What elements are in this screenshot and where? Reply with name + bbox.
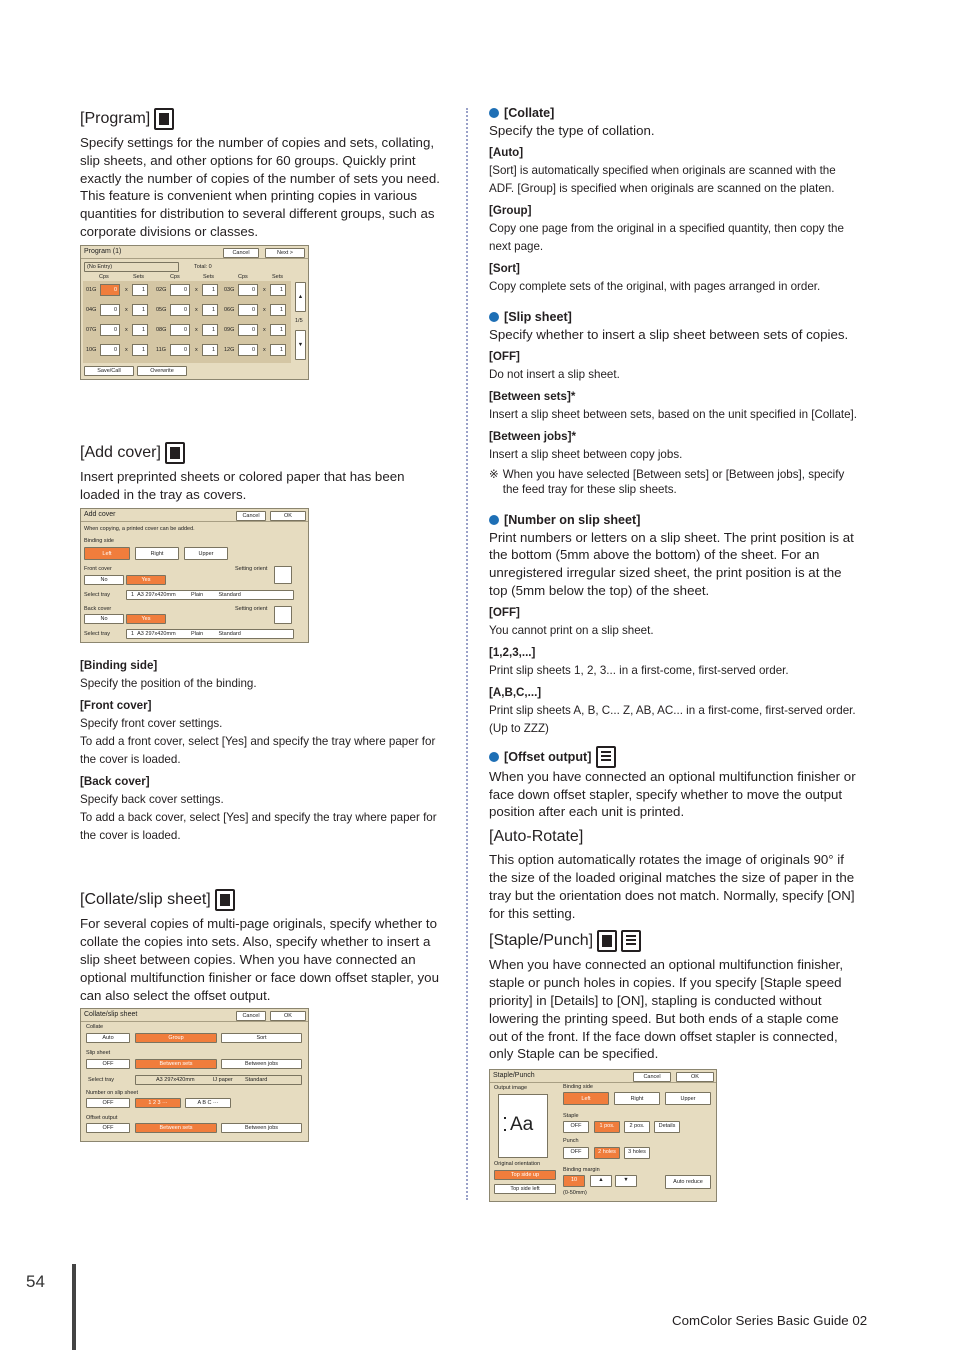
punch-2holes-button[interactable]: 2 holes	[594, 1147, 620, 1159]
times-label: x	[263, 326, 266, 333]
guide-title: ComColor Series Basic Guide 02	[672, 1313, 868, 1328]
entry-name-field[interactable]: (No Entry)	[84, 262, 179, 272]
offset-output-title: [Offset output]	[504, 749, 592, 764]
copies-input[interactable]: 0	[100, 344, 120, 356]
ok-button[interactable]: OK	[676, 1072, 714, 1082]
copies-input[interactable]: 0	[238, 344, 258, 356]
cps-header: Cps	[238, 273, 248, 280]
slip-sheet-heading	[489, 308, 859, 326]
sets-header: Sets	[133, 273, 145, 280]
finisher-option-icon	[621, 930, 641, 952]
item-text: To add a front cover, select [Yes] and specify the tray where paper for the cover is loaded.	[80, 735, 436, 767]
total-label: Total: 0	[194, 263, 212, 270]
collate-label: Collate	[86, 1024, 104, 1031]
number-123-button[interactable]: 1 2 3 ···	[135, 1098, 181, 1108]
collate-slip-description: For several copies of multi-page originals, specify whether to collate the copies into sets. Also, specify whether to insert a slip sheet between copies. When you have connected an optional multifunction finisher or face down offset stapler, you can also select the offset output.	[80, 916, 439, 1003]
sets-input[interactable]: 1	[202, 304, 218, 316]
cancel-button[interactable]: Cancel	[236, 511, 266, 521]
number-slip-description: Print numbers or letters on a slip sheet. The print position is at the bottom (5mm above the bottom) of the sheet. For an unregistered irregular sized sheet, the print position is at the top (5mm below the top) of the sheet.	[489, 529, 854, 598]
item-text: Specify front cover settings.	[80, 717, 223, 731]
program-heading	[80, 108, 448, 130]
item-text: Specify the position of the binding.	[80, 677, 257, 691]
output-image-preview	[498, 1094, 548, 1158]
orient-icon[interactable]	[274, 566, 292, 584]
scroll-down-button[interactable]: ▼	[295, 330, 306, 360]
staple-2pos-button[interactable]: 2 pos.	[624, 1121, 650, 1133]
back-tray-select[interactable]	[126, 629, 294, 639]
item-text: Insert a slip sheet between copy jobs.	[489, 447, 683, 461]
slip-off-button[interactable]: OFF	[86, 1059, 130, 1069]
collate-title: [Collate]	[504, 106, 555, 120]
number-slip-title: [Number on slip sheet]	[504, 512, 641, 527]
offset-off-button[interactable]: OFF	[86, 1123, 130, 1133]
top-side-up-button[interactable]: Top side up	[494, 1170, 556, 1180]
times-label: x	[125, 326, 128, 333]
collate-group-button[interactable]: Group	[135, 1033, 217, 1043]
times-label: x	[125, 286, 128, 293]
copies-input[interactable]: 0	[170, 284, 190, 296]
original-orientation-label: Original orientation	[494, 1161, 541, 1168]
staple-mark	[504, 1117, 506, 1119]
front-tray-select[interactable]	[126, 590, 294, 600]
copies-input[interactable]: 0	[170, 344, 190, 356]
binding-right-button[interactable]: Right	[614, 1092, 660, 1105]
item-text: Copy complete sets of the original, with pages arranged in order.	[489, 279, 821, 293]
next-button[interactable]: Next >	[265, 248, 305, 258]
select-tray-label: Select tray	[88, 1077, 114, 1084]
sets-input[interactable]: 1	[202, 344, 218, 356]
tray-paper: Plain	[190, 592, 204, 599]
slip-sheet-note	[489, 467, 859, 497]
binding-margin-label: Binding margin	[563, 1167, 600, 1174]
item-text: Do not insert a slip sheet.	[489, 367, 620, 381]
tray-number: 1	[131, 592, 135, 599]
overwrite-button[interactable]: Overwrite	[137, 366, 187, 376]
item-text: To add a back cover, select [Yes] and specify the tray where paper for the cover is loaded.	[80, 811, 437, 843]
copies-input[interactable]: 0	[170, 304, 190, 316]
collate-slip-screen	[80, 1008, 309, 1142]
item-label: [Group]	[489, 203, 532, 217]
orient-icon[interactable]	[274, 606, 292, 624]
item-label: [Between sets]*	[489, 389, 576, 403]
select-tray-label: Select tray	[84, 592, 110, 599]
copy-mode-icon	[154, 108, 174, 130]
bullet-icon	[489, 108, 499, 118]
auto-rotate-heading	[489, 827, 859, 847]
tray-type: Standard	[218, 592, 241, 599]
group-label: 11G	[156, 346, 166, 353]
auto-rotate-description: This option automatically rotates the image of originals 90° if the size of the loaded original matches the size of paper in the tray but the orientation does not match. Normally, specify [ON] for this setting.	[489, 852, 855, 921]
binding-side-label: Binding side	[563, 1084, 593, 1091]
finisher-option-icon	[596, 746, 616, 768]
binding-left-button[interactable]: Left	[84, 547, 130, 560]
cps-header: Cps	[99, 273, 109, 280]
staple-punch-title: [Staple/Punch]	[489, 932, 594, 950]
group-label: 01G	[86, 286, 97, 293]
scroll-up-button[interactable]: ▲	[295, 282, 306, 312]
sets-input[interactable]: 1	[270, 284, 286, 296]
group-label: 02G	[156, 286, 167, 293]
binding-left-button[interactable]: Left	[563, 1092, 609, 1105]
group-label: 05G	[156, 306, 167, 313]
back-cover-no-button[interactable]: No	[84, 614, 124, 624]
item-text: [Sort] is automatically specified when originals are scanned with the ADF. [Group] is specified when originals are scanned on the platen.	[489, 163, 836, 195]
tray-paper: Plain	[190, 631, 204, 638]
group-label: 04G	[86, 306, 97, 313]
front-cover-yes-button[interactable]: Yes	[126, 575, 166, 585]
binding-upper-button[interactable]: Upper	[184, 547, 228, 560]
number-slip-heading	[489, 511, 859, 529]
copies-input[interactable]: 0	[100, 324, 120, 336]
item-text: Insert a slip sheet between sets, based on the unit specified in [Collate].	[489, 407, 857, 421]
staple-mark	[504, 1129, 506, 1131]
item-label: [Back cover]	[80, 775, 150, 789]
item-label: [OFF]	[489, 349, 520, 363]
times-label: x	[125, 346, 128, 353]
times-label: x	[195, 346, 198, 353]
collate-slip-heading	[80, 889, 448, 911]
item-label: [Between jobs]*	[489, 429, 576, 443]
item-text: Print slip sheets 1, 2, 3... in a first-come, first-served order.	[489, 663, 789, 677]
right-column	[489, 104, 859, 1202]
bullet-icon	[489, 312, 499, 322]
save-call-button[interactable]: Save/Call	[84, 366, 134, 376]
staple-label: Staple	[563, 1113, 579, 1120]
note-mark: ※	[489, 467, 499, 481]
select-tray-label: Select tray	[84, 631, 110, 638]
item-text: Print slip sheets A, B, C... Z, AB, AC... in a first-come, first-served order. (Up to ZZZ)	[489, 703, 856, 735]
binding-upper-button[interactable]: Upper	[665, 1092, 711, 1105]
staple-1pos-button[interactable]: 1 pos.	[594, 1121, 620, 1133]
binding-side-label: Binding side	[84, 538, 114, 545]
item-label: [OFF]	[489, 605, 520, 619]
staple-punch-heading	[489, 930, 859, 952]
copy-mode-icon	[215, 889, 235, 911]
program-title: [Program]	[80, 110, 151, 127]
slip-sheet-title: [Slip sheet]	[504, 309, 572, 324]
auto-reduce-button[interactable]: Auto reduce	[665, 1175, 711, 1189]
sets-input[interactable]: 1	[132, 344, 148, 356]
front-cover-label: Front cover	[84, 566, 112, 573]
copies-input[interactable]: 0	[100, 304, 120, 316]
copies-input[interactable]: 0	[100, 284, 120, 296]
times-label: x	[263, 286, 266, 293]
margin-up-button[interactable]: ▲	[590, 1175, 612, 1187]
sets-input[interactable]: 1	[202, 324, 218, 336]
times-label: x	[263, 306, 266, 313]
left-column	[80, 108, 448, 1142]
binding-right-button[interactable]: Right	[135, 547, 179, 560]
sets-header: Sets	[203, 273, 215, 280]
setting-orient-label: Setting orient	[235, 566, 268, 573]
group-label: 06G	[224, 306, 235, 313]
bullet-icon	[489, 752, 499, 762]
tray-size: A3 297x420mm	[137, 631, 176, 638]
ok-button[interactable]: OK	[270, 1011, 306, 1021]
group-label: 12G	[224, 346, 235, 353]
top-side-left-button[interactable]: Top side left	[494, 1184, 556, 1194]
item-label: [Auto]	[489, 145, 524, 159]
copies-input[interactable]: 0	[238, 304, 258, 316]
add-cover-items	[80, 657, 448, 845]
offset-between-sets-button[interactable]: Between sets	[135, 1123, 217, 1133]
tray-number: 1	[131, 631, 135, 638]
add-cover-description: Insert preprinted sheets or colored paper that has been loaded in the tray as covers.	[80, 468, 405, 502]
screen-title: Add cover	[84, 511, 116, 519]
offset-output-description: When you have connected an optional multifunction finisher or face down offset stapler, specify whether to move the output position after each unit is printed.	[489, 768, 856, 820]
bullet-icon	[489, 515, 499, 525]
copy-mode-icon	[597, 930, 617, 952]
times-label: x	[195, 286, 198, 293]
collate-auto-button[interactable]: Auto	[86, 1033, 130, 1043]
punch-3holes-button[interactable]: 3 holes	[624, 1147, 650, 1159]
screen-title: Program (1)	[84, 247, 122, 255]
staple-off-button[interactable]: OFF	[563, 1121, 589, 1133]
front-cover-no-button[interactable]: No	[84, 575, 124, 585]
collate-heading	[489, 104, 859, 122]
binding-margin-input[interactable]: 10	[563, 1175, 585, 1187]
margin-range-label: (0-50mm)	[563, 1190, 587, 1197]
number-off-button[interactable]: OFF	[86, 1098, 130, 1108]
setting-orient-label: Setting orient	[235, 606, 268, 613]
column-divider	[466, 108, 468, 1200]
group-label: 08G	[156, 326, 167, 333]
copy-mode-icon	[165, 442, 185, 464]
cancel-button[interactable]: Cancel	[633, 1072, 671, 1082]
number-on-slip-label: Number on slip sheet	[86, 1090, 138, 1097]
item-label: [A,B,C,...]	[489, 685, 542, 699]
item-text: You cannot print on a slip sheet.	[489, 623, 654, 637]
sets-input[interactable]: 1	[132, 304, 148, 316]
info-text: When copying, a printed cover can be added.	[84, 526, 195, 533]
offset-output-heading	[489, 746, 859, 768]
group-label: 07G	[86, 326, 97, 333]
cancel-button[interactable]: Cancel	[236, 1011, 266, 1021]
item-label: [Binding side]	[80, 659, 158, 673]
sets-input[interactable]: 1	[270, 344, 286, 356]
sets-input[interactable]: 1	[132, 284, 148, 296]
program-screen	[80, 245, 309, 380]
cps-header: Cps	[170, 273, 180, 280]
output-image-label: Output image	[494, 1085, 528, 1092]
tray-type: Standard	[244, 1077, 268, 1084]
margin-down-button[interactable]: ▼	[615, 1175, 637, 1187]
slip-between-jobs-button[interactable]: Between jobs	[221, 1059, 302, 1069]
slip-sheet-description: Specify whether to insert a slip sheet between sets of copies.	[489, 326, 849, 342]
number-abc-button[interactable]: A B C ···	[185, 1098, 231, 1108]
sets-input[interactable]: 1	[202, 284, 218, 296]
collate-slip-title: [Collate/slip sheet]	[80, 891, 211, 909]
times-label: x	[125, 306, 128, 313]
add-cover-screen	[80, 508, 309, 643]
copies-input[interactable]: 0	[238, 284, 258, 296]
item-label: [Sort]	[489, 261, 520, 275]
item-text: Copy one page from the original in a specified quantity, then copy the next page.	[489, 221, 844, 253]
cancel-button[interactable]: Cancel	[223, 248, 259, 258]
add-cover-heading	[80, 442, 448, 464]
sets-header: Sets	[272, 273, 284, 280]
item-text: Specify back cover settings.	[80, 793, 224, 807]
punch-off-button[interactable]: OFF	[563, 1147, 589, 1159]
page-number: 54	[26, 1272, 45, 1291]
copies-input[interactable]: 0	[238, 324, 258, 336]
offset-output-label: Offset output	[86, 1115, 118, 1122]
tray-type: Standard	[218, 631, 241, 638]
group-label: 10G	[86, 346, 97, 353]
punch-label: Punch	[563, 1138, 579, 1145]
screen-title: Staple/Punch	[493, 1072, 535, 1080]
back-cover-label: Back cover	[84, 606, 112, 613]
back-cover-yes-button[interactable]: Yes	[126, 614, 166, 624]
times-label: x	[263, 346, 266, 353]
slip-tray-select[interactable]	[135, 1075, 302, 1085]
tray-size: A3 297x420mm	[137, 592, 176, 599]
footer-bar	[72, 1264, 76, 1350]
screen-title: Collate/slip sheet	[84, 1011, 138, 1019]
group-label: 09G	[224, 326, 235, 333]
sets-input[interactable]: 1	[270, 304, 286, 316]
collate-description: Specify the type of collation.	[489, 123, 655, 138]
tray-paper: IJ paper	[212, 1077, 233, 1084]
staple-punch-screen	[489, 1069, 717, 1202]
times-label: x	[195, 306, 198, 313]
collate-sort-button[interactable]: Sort	[221, 1033, 302, 1043]
item-label: [1,2,3,...]	[489, 645, 536, 659]
times-label: x	[195, 326, 198, 333]
auto-rotate-title: [Auto-Rotate]	[489, 828, 584, 846]
offset-between-jobs-button[interactable]: Between jobs	[221, 1123, 302, 1133]
sets-input[interactable]: 1	[270, 324, 286, 336]
output-preview-text: Aa	[510, 1114, 534, 1136]
item-label: [Front cover]	[80, 699, 152, 713]
page-indicator: 1/5	[295, 317, 303, 324]
add-cover-title: [Add cover]	[80, 443, 161, 461]
sets-input[interactable]: 1	[132, 324, 148, 336]
slip-sheet-label: Slip sheet	[86, 1050, 111, 1057]
group-label: 03G	[224, 286, 235, 293]
details-button[interactable]: Details	[654, 1121, 680, 1133]
slip-between-sets-button[interactable]: Between sets	[135, 1059, 217, 1069]
ok-button[interactable]: OK	[270, 511, 306, 521]
copies-input[interactable]: 0	[170, 324, 190, 336]
staple-punch-description: When you have connected an optional multifunction finisher, staple or punch holes in copies. If you specify [Staple speed priority] in [Details] to [ON], stapling is conducted without lowering the printing speed. But both ends of a staple come out of the front. If the face down offset stapler is connected, only Staple can be specified.	[489, 957, 844, 1062]
note-text: When you have selected [Between sets] or [Between jobs], specify the feed tray for these slip sheets.	[502, 467, 845, 496]
program-description: Specify settings for the number of copies and sets, collating, slip sheets, and other options for 60 groups. Quickly print exactly the number of copies of the number of sets you need. This feature is convenient when printing copies in various quantities for distribution to several different groups, such as corporate divisions or classes.	[80, 135, 440, 239]
tray-size: A3 297x420mm	[156, 1077, 195, 1084]
